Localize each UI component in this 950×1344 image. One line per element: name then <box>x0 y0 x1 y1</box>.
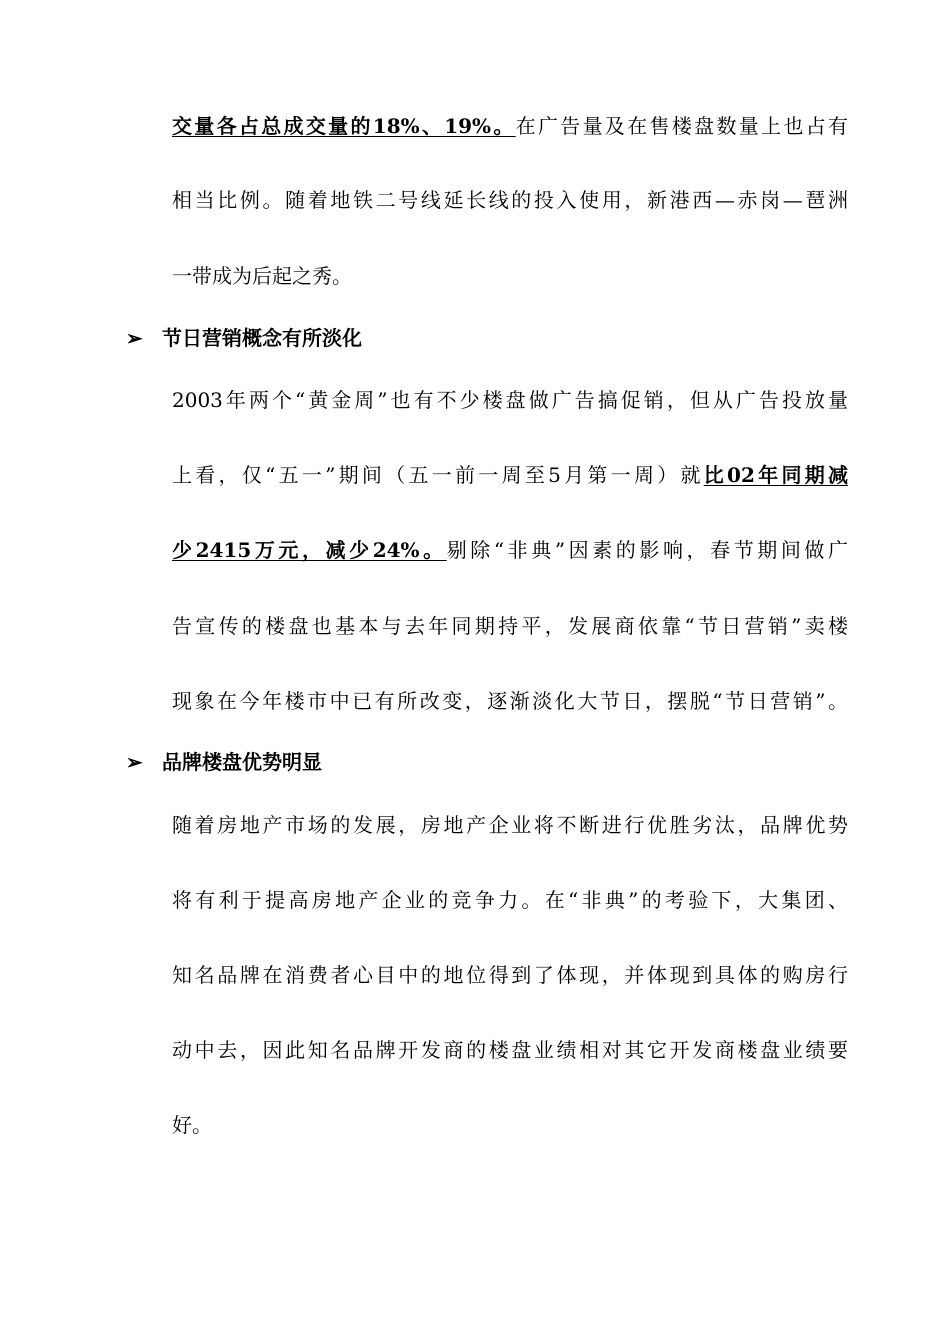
bold-underlined-text: 比02年同期减 <box>703 463 848 487</box>
arrow-bullet-icon: ➢ <box>126 750 143 774</box>
section-heading-text: 节日营销概念有所淡化 <box>162 326 362 350</box>
body-text: 上看，仅“五一”期间（五一前一周至5月第一周）就 <box>172 463 704 487</box>
arrow-bullet-icon: ➢ <box>126 326 143 350</box>
paragraph-line: 2003年两个“黄金周”也有不少楼盘做广告搞促销，但从广告投放量 <box>172 388 848 412</box>
paragraph-line: 现象在今年楼市中已有所改变，逐渐淡化大节日，摆脱“节日营销”。 <box>172 689 848 713</box>
paragraph-line: 知名品牌在消费者心目中的地位得到了体现，并体现到具体的购房行 <box>172 963 848 987</box>
paragraph-line: 相当比例。随着地铁二号线延长线的投入使用，新港西—赤岗—琶洲 <box>172 188 848 212</box>
paragraph-line: 将有利于提高房地产企业的竞争力。在“非典”的考验下，大集团、 <box>172 888 848 912</box>
section-heading-text: 品牌楼盘优势明显 <box>162 750 322 774</box>
paragraph-line: 好。 <box>172 1113 212 1137</box>
paragraph-line: 随着房地产市场的发展，房地产企业将不断进行优胜劣汰，品牌优势 <box>172 813 848 837</box>
paragraph-line <box>172 536 848 564</box>
paragraph-line: 动中去，因此知名品牌开发商的楼盘业绩相对其它开发商楼盘业绩要 <box>172 1038 848 1062</box>
bold-underlined-text: 少2415万元，减少24%。 <box>172 538 447 562</box>
paragraph-line: 一带成为后起之秀。 <box>172 264 352 288</box>
paragraph-line: 告宣传的楼盘也基本与去年同期持平，发展商依靠“节日营销”卖楼 <box>172 614 848 638</box>
section-heading <box>126 324 362 352</box>
body-text: 剔除“非典”因素的影响，春节期间做广 <box>446 538 849 562</box>
paragraph-line <box>172 112 848 140</box>
bold-underlined-text: 交量各占总成交量的18%、19%。 <box>172 114 516 138</box>
body-text: 在广告量及在售楼盘数量上也占有 <box>515 114 849 138</box>
section-heading <box>126 748 322 776</box>
paragraph-line <box>172 461 848 489</box>
